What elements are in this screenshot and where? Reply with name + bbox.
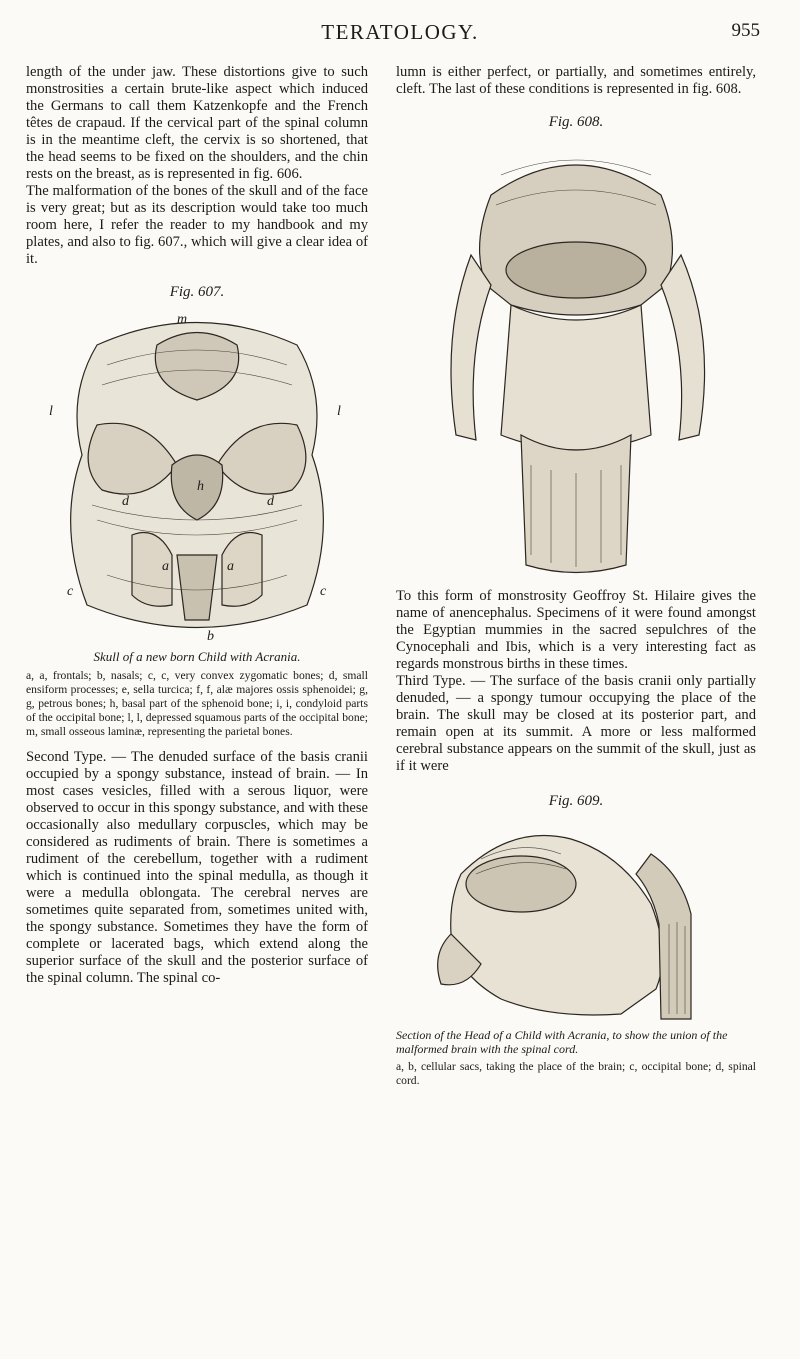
fig607-letter-a-left: a [162,559,169,574]
fig607-letter-d-right: d [267,494,274,509]
fig607-letter-d-left: d [122,494,129,509]
fig607-letter-c-right: c [320,584,327,599]
figure-607-legend: a, a, frontals; b, nasals; c, c, very convex zygomatic bones; d, small ensiform processes; e, sella turcica; f, f, alæ majores ossis sphenoidei; g, g, petrous bones; h, basal part of the sphenoid bone; i, i, condyloid parts of the occipital bone; l, l, depressed squamous parts of the occipital bone; m, small osseous laminæ, representing the parietal bones. [26,669,368,738]
left-column [26,64,368,987]
fig607-letter-h: h [197,479,204,494]
fig607-letter-m: m [177,312,188,327]
right-paragraph-3: Third Type. — The surface of the basis cranii only partially denuded, — a spongy tumour occupying the place of the brain. The skull may be closed at its posterior part, and remain open at its summit. A more or less malformed cerebral substance appears on the summit of the skull, just as if it were [396,673,756,774]
running-head [0,12,800,52]
fig607-letter-a-right: a [227,559,234,574]
figure-608-label: Fig. 608. [548,114,604,130]
figure-607-caption-title: Skull of a new born Child with Acrania. [93,649,301,664]
figure-607 [26,284,368,739]
figure-608 [396,114,756,580]
fig607-letter-l-left: l [49,404,53,419]
page-number: 955 [731,20,760,41]
left-paragraph-3: Second Type. — The denuded surface of the basis cranii occupied by a spongy substance, instead of brain. — In most cases vesicles, filled with a serous liquor, were observed to occur in this spongy substance, and with these occasionally also medullary corpuscles, which may be considered as rudiments of brain. There is sometimes a rudiment of the cerebellum, together with a rudiment which is continued into the spinal medulla, as though it were a medulla oblongata. The cerebral nerves are sometimes quite separated from, sometimes united with, the spongy substance. Sometimes they have the form of complete or lacerated bags, which extend along the superior surface of the skull and the posterior surface of the spinal column. The spinal co- [26,749,368,986]
anencephalus-illustration [431,135,721,580]
right-paragraph-1: lumn is either perfect, or partially, and sometimes entirely, cleft. The last of these conditions is represented in fig. 608. [396,64,756,97]
skull-acrania-illustration [37,305,357,645]
figure-609 [396,793,756,1088]
running-title: TERATOLOGY. [321,20,479,44]
fig607-letter-c-left: c [67,584,74,599]
figure-609-legend: a, b, cellular sacs, taking the place of the brain; c, occipital bone; d, spinal cord. [396,1060,756,1087]
left-paragraph-1: length of the under jaw. These distortions give to such monstrosities a certain brute-like aspect which induced the Germans to call them Katzenkopfe and the French têtes de crapaud. If the cervical part of the spinal column is in the meantime cleft, the cervix is so shortened, that the head seems to be fixed on the shoulders, and the chin rests on the breast, as is represented in fig. 606. [26,64,368,182]
right-paragraph-2: To this form of monstrosity Geoffroy St. Hilaire gives the name of anencephalus. Specimens of it were found amongst the Egyptian mummies in the sacred sepulchres of the Cynocephali and Ibis, which is a very interesting fact as regards monstrous births in these times. [396,588,756,672]
left-paragraph-2: The malformation of the bones of the skull and of the face is very great; but as its description would take too much room here, I refer the reader to my handbook and my plates, and also to fig. 607., which will give a clear idea of it. [26,183,368,267]
figure-609-caption-title: Section of the Head of a Child with Acrania, to show the union of the malformed brain with the spinal cord. [396,1028,728,1056]
head-section-illustration [421,814,731,1024]
figure-609-label: Fig. 609. [548,793,604,809]
fig607-letter-l-right: l [337,404,341,419]
figure-607-label: Fig. 607. [169,284,225,300]
fig607-letter-b: b [207,629,214,644]
right-column [396,64,756,1088]
